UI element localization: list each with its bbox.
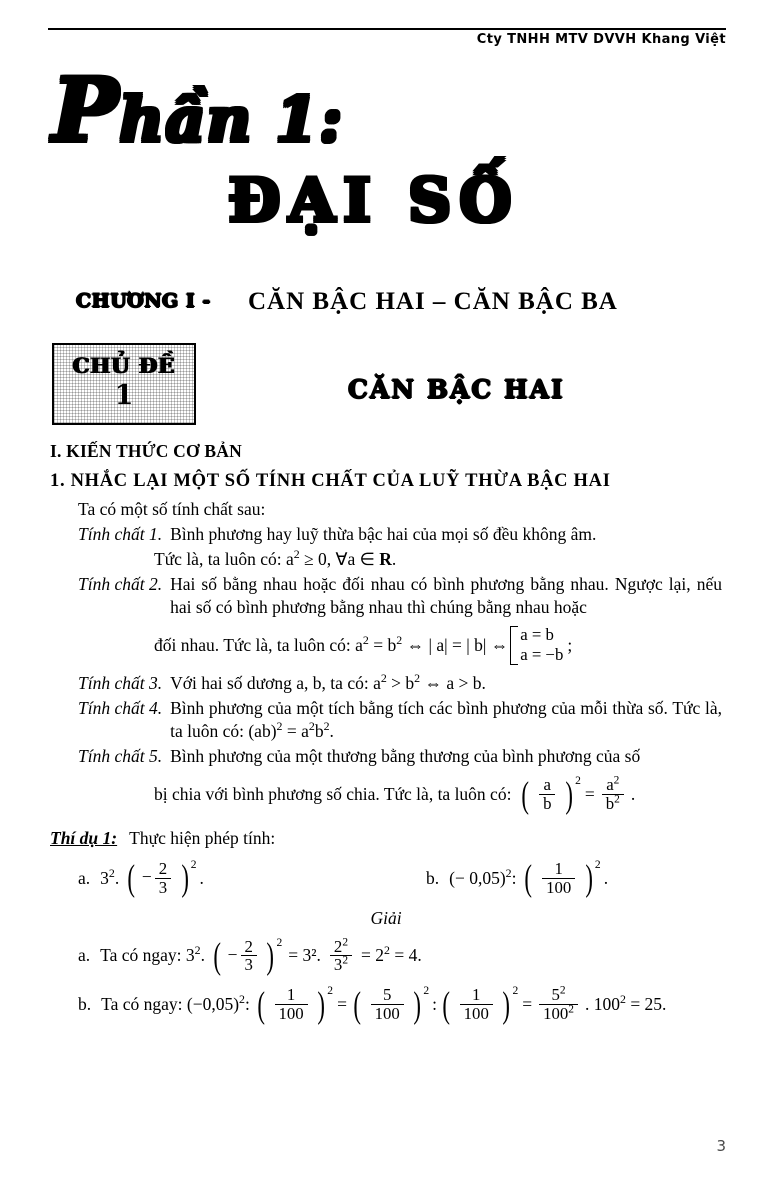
page-number: 3	[716, 1137, 726, 1155]
example-item-b-paren	[522, 857, 601, 899]
property-1-continuation: Tức là, ta luôn có: $a^2 \ge 0$, ∀a ∈ R.	[154, 546, 397, 569]
example-item-a-num: 2	[158, 859, 168, 878]
property-4-label: Tính chất 4.	[78, 698, 163, 719]
publisher-name: Cty TNHH MTV DVVH Khang Việt	[476, 32, 726, 47]
property-2-continuation	[154, 625, 722, 666]
intro-text: Ta có một số tính chất sau:	[78, 498, 266, 519]
subsection-heading-1: 1. NHẮC LẠI MỘT SỐ TÍNH CHẤT CỦA LUỸ THỪA BẬC HAI	[50, 471, 611, 492]
example-item-a-fraction	[155, 860, 171, 897]
solution-b-tail: . $100^2 = 25$.	[584, 992, 667, 1015]
solution-b-fraction-1-num: 1	[286, 985, 296, 1005]
property-2-label: Tính chất 2.	[78, 573, 163, 594]
example-items	[78, 857, 722, 899]
example-label: Thí dụ 1:	[50, 827, 118, 848]
solution-a-tail: = $2^2 = 4$.	[361, 943, 422, 966]
solution-b-exponent-1: 2	[327, 985, 334, 998]
right-paren: )	[266, 934, 275, 976]
property-5-result-num: $a^2$	[606, 774, 620, 795]
property-4-text: Bình phương của một tích bằng tích các bình phương của mỗi thừa số. Tức là, ta luôn có: $(ab)^2 = a^2b^2$.	[170, 698, 722, 742]
part-title-rest: hần 1:	[119, 83, 344, 156]
page-header	[48, 28, 726, 54]
property-5-formula-lead: bị chia với bình phương số chia. Tức là, ta luôn có:	[154, 784, 512, 805]
right-paren: )	[565, 773, 573, 815]
right-paren: )	[584, 857, 593, 899]
example-item-b	[426, 857, 722, 899]
left-paren: (	[127, 857, 136, 899]
property-3-text: Với hai số dương a, b, ta có: $a^2 > b^2$ ⇔ a > b.	[170, 671, 486, 693]
property-2	[78, 573, 722, 619]
example-item-a-exponent: 2	[190, 859, 197, 871]
solution-a-fraction-1	[241, 938, 257, 975]
chapter-row	[76, 288, 716, 324]
property-5-fraction-den: b	[539, 794, 555, 813]
solution-a-fraction-2	[330, 938, 352, 975]
property-5-result-fraction	[602, 776, 624, 813]
solution-a-equals-1: = 3².	[288, 945, 321, 966]
left-paren: (	[353, 983, 361, 1025]
example-item-b-end: .	[603, 867, 609, 888]
property-1	[78, 523, 722, 546]
right-paren: )	[180, 857, 189, 899]
right-paren: )	[317, 983, 325, 1025]
property-2-text: Hai số bằng nhau hoặc đối nhau có bình phương bằng nhau. Ngược lại, nếu hai số có bình phương bằng nhau thì chúng bằng nhau hoặc	[170, 573, 722, 617]
solution-b-equals-2: =	[522, 994, 533, 1015]
example-item-a	[78, 857, 426, 899]
example-prompt: Thực hiện phép tính:	[129, 827, 276, 848]
solution-heading: Giải	[370, 907, 402, 928]
section-heading-1: I. KIẾN THỨC CƠ BẢN	[50, 441, 242, 461]
example-item-b-letter: b.	[426, 867, 440, 888]
example-item-a-letter: a.	[78, 867, 91, 888]
subject-title: ĐẠI SỐ	[228, 166, 520, 236]
example-header	[50, 827, 722, 850]
chapter-label: CHƯƠNG I -	[76, 290, 211, 312]
solution-a-sign: −	[227, 944, 238, 964]
solution-a-paren-1	[211, 934, 283, 976]
chapter-title: CĂN BẬC HAI – CĂN BẬC BA	[248, 288, 618, 315]
solution-b-exponent-2: 2	[423, 985, 430, 998]
property-2-semicolon: ;	[567, 634, 573, 655]
left-paren: (	[213, 934, 221, 976]
solution-a-letter: a.	[78, 945, 91, 966]
property-3	[78, 672, 722, 695]
property-1-label: Tính chất 1.	[78, 523, 163, 544]
example-item-a-sign: −	[141, 866, 152, 887]
example-item-a-end: .	[199, 867, 204, 888]
property-2-formula-lead: đối nhau. Tức là, ta luôn có: $a^2 = b^2$ ⇔ | a| = | b| ⇔	[154, 633, 509, 655]
solution-b-fraction-2	[371, 986, 404, 1023]
solution-b-exponent-3: 2	[512, 985, 519, 998]
solution-b-fraction-4-den: $100^2$	[539, 1004, 578, 1023]
solution-a-fraction-2-num: $2^2$	[333, 936, 349, 956]
part-title-dropcap: P	[52, 58, 120, 162]
solution-b-fraction-4-num: $5^2$	[551, 984, 566, 1005]
solution-a	[78, 934, 722, 976]
example-item-b-num: 1	[554, 859, 563, 878]
solution-b-colon: :	[432, 994, 438, 1015]
header-divider	[48, 28, 726, 30]
right-paren: )	[413, 983, 422, 1025]
topic-box-label: CHỦ ĐỀ	[72, 353, 176, 378]
solution-a-lead: Ta có ngay: $3^2$.	[100, 943, 205, 966]
part-title-block	[0, 58, 770, 258]
property-5-continuation	[154, 773, 722, 815]
solution-b-letter: b.	[78, 994, 92, 1015]
solution-b	[78, 983, 722, 1025]
topic-box	[52, 343, 196, 425]
property-3-label: Tính chất 3.	[78, 672, 163, 693]
solution-a-signed-fraction	[228, 938, 260, 975]
solution-b-fraction-2-num: 5	[382, 985, 392, 1005]
example-item-b-den: 100	[542, 878, 575, 897]
solution-b-paren-3	[440, 983, 519, 1025]
example-item-b-exponent: 2	[594, 859, 601, 871]
property-5-exponent: 2	[575, 775, 581, 788]
property-2-case-2: a = −b	[520, 645, 564, 665]
example-item-a-paren	[125, 857, 197, 899]
example-item-a-signed-fraction	[142, 860, 174, 897]
document-body	[50, 440, 722, 1035]
solution-a-fraction-1-den: 3	[241, 955, 257, 974]
solution-b-fraction-1-den: 100	[275, 1004, 308, 1023]
solution-b-fraction-3-num: 1	[472, 985, 481, 1005]
right-paren: )	[502, 983, 511, 1025]
solution-b-fraction-3-den: 100	[460, 1004, 493, 1023]
property-5-label: Tính chất 5.	[78, 746, 163, 767]
example-item-b-lead: (− 0,05)$^2$:	[449, 865, 517, 888]
solution-b-lead: Ta có ngay: $(-0,05)^2$:	[101, 992, 250, 1015]
left-paren: (	[257, 983, 265, 1025]
topic-title: CĂN BẬC HAI	[348, 375, 565, 404]
property-5-equals: =	[584, 784, 595, 805]
example-item-b-fraction	[542, 860, 575, 897]
property-5-fraction	[539, 776, 555, 813]
left-paren: (	[442, 983, 450, 1025]
property-5-fraction-num: a	[543, 775, 551, 795]
example-item-a-lead: $3^2$.	[100, 865, 120, 888]
solution-b-fraction-3	[460, 986, 493, 1023]
part-title	[52, 58, 344, 162]
property-5	[78, 745, 722, 768]
left-paren: (	[521, 773, 530, 815]
solution-b-equals-1: =	[337, 994, 347, 1015]
property-1-text: Bình phương hay luỹ thừa bậc hai của mọi số đều không âm.	[170, 523, 597, 544]
solution-b-fraction-2-den: 100	[371, 1004, 404, 1023]
topic-box-number: 1	[114, 380, 134, 411]
left-paren: (	[524, 857, 533, 899]
property-2-case-1: a = b	[520, 624, 554, 644]
property-5-result-den: $b^2$	[602, 794, 624, 813]
solution-b-fraction-1	[275, 986, 308, 1023]
example-item-a-den: 3	[155, 878, 171, 897]
solution-b-paren-1	[255, 983, 334, 1025]
property-2-cases	[508, 625, 563, 666]
property-4	[78, 697, 722, 743]
solution-a-fraction-1-num: 2	[244, 936, 253, 956]
property-5-fraction-paren	[519, 773, 581, 815]
property-5-period: .	[630, 784, 636, 805]
property-5-text: Bình phương của một thương bằng thương của bình phương của số	[170, 746, 641, 767]
solution-a-exponent-1: 2	[276, 936, 283, 949]
solution-b-fraction-4	[539, 986, 578, 1023]
solution-a-fraction-2-den: $3^2$	[330, 955, 352, 974]
solution-b-paren-2	[351, 983, 430, 1025]
